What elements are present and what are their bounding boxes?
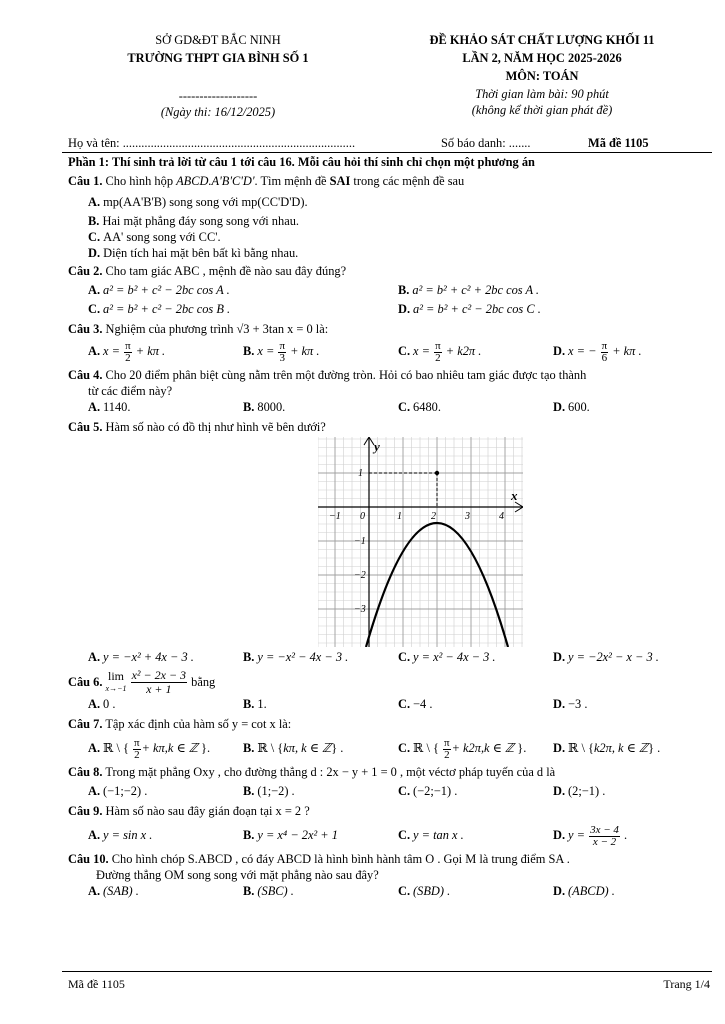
student-info: [68, 136, 710, 152]
graph-svg: [318, 437, 523, 647]
question-8: Câu 8. Trong mặt phẳng Oxy , cho đường thẳng d : 2x − y + 1 = 0 , một véctơ pháp tuyến của d là: [68, 765, 556, 780]
q6-option-b: B. 1.: [243, 697, 267, 712]
q6-options: [88, 696, 708, 713]
y-axis-label: y: [374, 438, 380, 454]
footer-rule: [62, 971, 712, 972]
question-4: Câu 4. Cho 20 điểm phân biệt cùng nằm trên một đường tròn. Hỏi có bao nhiêu tam giác được tạo thành: [68, 367, 587, 382]
q2-option-b: B. a² = b² + c² + 2bc cos A .: [398, 283, 539, 297]
duration: Thời gian làm bài: 90 phút: [475, 87, 609, 101]
q8-option-c: C. (−2;−1) .: [398, 784, 458, 799]
q7-option-a: A. ℝ \ { $\frac{\pi}{2}$ + kπ,k ∈ ℤ }.: [88, 736, 211, 761]
tick-x-1: 1: [397, 510, 402, 522]
q1-option-a: A. mp(AA'B'B) song song với mp(CC'D'D).: [88, 195, 308, 209]
tick-origin: 0: [360, 510, 365, 522]
school-name: TRƯỜNG THPT GIA BÌNH SỐ 1: [127, 51, 309, 65]
tick-x-3: 3: [465, 510, 470, 522]
q10-option-a: A. (SAB) .: [88, 884, 139, 899]
question-5: Câu 5. Hàm số nào có đồ thị như hình vẽ bên dưới?: [68, 419, 326, 434]
tick-x-2: 2: [431, 510, 436, 522]
q7-options: [88, 735, 708, 761]
question-10: Câu 10. Cho hình chóp S.ABCD , có đáy ABCD là hình bình hành tâm O . Gọi M là trung điểm SA .: [68, 852, 570, 867]
q5-option-c: C. y = x² − 4x − 3 .: [398, 649, 496, 664]
exam-date: (Ngày thi: 16/12/2025): [160, 105, 276, 119]
x-axis-label: x: [511, 487, 518, 503]
question-9: Câu 9. Hàm số nào sau đây gián đoạn tại x = 2 ?: [68, 804, 310, 819]
question-6: Câu 6. lim x→−1 $\frac{\text{x² − 2x − 3}}{x + 1}$ bằng: [68, 668, 216, 697]
header-divider: -------------------: [178, 89, 258, 103]
q8-option-a: A. (−1;−2) .: [88, 784, 148, 799]
q9-option-a: A. y = sin x .: [88, 828, 153, 843]
question-7: Câu 7. Tập xác định của hàm số y = cot x là:: [68, 717, 292, 732]
sbd-field: Số báo danh: .......: [441, 136, 531, 150]
q10-option-b: B. (SBC) .: [243, 884, 294, 899]
q5-option-d: D. y = −2x² − x − 3 .: [553, 649, 659, 664]
exam-title: ĐỀ KHẢO SÁT CHẤT LƯỢNG KHỐI 11: [429, 33, 655, 47]
q10-option-d: D. (ABCD) .: [553, 884, 615, 899]
q4-options: [88, 399, 708, 416]
q1-option-b: B. Hai mặt phẳng đáy song song với nhau.: [88, 214, 299, 228]
tick-y-neg3: −3: [354, 603, 366, 615]
q9-options: [88, 822, 708, 848]
tick-x-neg1: −1: [329, 510, 341, 522]
q2-option-a: A. a² = b² + c² − 2bc cos A .: [88, 283, 230, 297]
q4-option-d: D. 600.: [553, 399, 590, 414]
footer-code: Mã đề 1105: [68, 977, 125, 991]
questions: [68, 154, 708, 903]
exam-header: [0, 32, 725, 124]
q4-option-a: A. 1140.: [88, 399, 131, 414]
q6-option-d: D. −3 .: [553, 697, 588, 712]
q6-option-c: C. −4 .: [398, 697, 433, 712]
q10-options: [88, 883, 708, 900]
tick-y-neg2: −2: [354, 569, 366, 581]
q2-options-row2: [88, 301, 708, 318]
question-4-cont: từ các điểm này?: [88, 383, 173, 398]
q5-option-a: A. y = −x² + 4x − 3 .: [88, 649, 194, 664]
q10-option-c: C. (SBD) .: [398, 884, 451, 899]
q3-option-b: B. x = $\frac{\pi}{3}$ + kπ .: [243, 339, 320, 364]
q8-options: [88, 783, 708, 800]
q7-option-c: C. ℝ \ { $\frac{\pi}{2}$ + k2π,k ∈ ℤ }.: [398, 736, 527, 761]
vertex-point: [435, 470, 439, 474]
q8-option-d: D. (2;−1) .: [553, 784, 606, 799]
part1-title: Phần 1: Thí sinh trả lời từ câu 1 tới câu 16. Mỗi câu hỏi thí sinh chỉ chọn một phương án: [68, 155, 535, 169]
duration-note: (không kể thời gian phát đề): [471, 103, 613, 117]
department-name: SỞ GD&ĐT BẮC NINH: [155, 33, 281, 47]
q5-options: [88, 649, 708, 666]
subject: MÔN: TOÁN: [505, 69, 579, 83]
q5-option-b: B. y = −x² − 4x − 3 .: [243, 649, 349, 664]
tick-y-neg1: −1: [354, 535, 366, 547]
q2-option-c: C. a² = b² + c² − 2bc cos B .: [88, 302, 231, 316]
q8-option-b: B. (1;−2) .: [243, 784, 295, 799]
q1-option-c: C. AA' song song với CC'.: [88, 230, 221, 244]
grid-minor: [318, 437, 523, 647]
tick-y-1: 1: [358, 467, 363, 479]
q3-option-c: C. x = $\frac{\pi}{2}$ + k2π .: [398, 339, 482, 364]
tick-x-4: 4: [499, 510, 504, 522]
q1-option-d: D. Diện tích hai mặt bên bất kì bằng nhau.: [88, 246, 299, 260]
grid-major: [318, 437, 523, 647]
exam-round: LẦN 2, NĂM HỌC 2025-2026: [462, 51, 622, 65]
info-rule: [62, 152, 712, 153]
q3-option-d: D. x = − $\frac{\pi}{6}$ + kπ .: [553, 339, 642, 364]
q3-options: [88, 340, 708, 364]
question-10-cont: Đường thẳng OM song song với mặt phẳng nào sau đây?: [96, 868, 379, 883]
q4-option-b: B. 8000.: [243, 399, 286, 414]
q3-option-a: A. x = $\frac{\pi}{2}$ + kπ .: [88, 339, 166, 364]
q6-option-a: A. 0 .: [88, 697, 116, 712]
question-3: Câu 3. Nghiệm của phương trình √3 + 3tan x = 0 là:: [68, 322, 329, 336]
q7-option-b: B. ℝ \ {kπ, k ∈ ℤ} .: [243, 741, 344, 756]
page-number: Trang 1/4: [663, 977, 710, 991]
q2-options-row1: [88, 282, 708, 299]
parabola-graph: [318, 437, 523, 647]
q9-option-d: D. y = $\frac{3x - 4}{x - 2}$ .: [553, 823, 628, 848]
q9-option-c: C. y = tan x .: [398, 828, 464, 843]
exam-code: Mã đề 1105: [588, 136, 649, 150]
q7-option-d: D. ℝ \ {k2π, k ∈ ℤ} .: [553, 741, 661, 756]
q9-option-b: B. y = x⁴ − 2x² + 1: [243, 828, 338, 843]
question-1: Câu 1. Cho hình hộp ABCD.A'B'C'D'. Tìm mệnh đề SAI trong các mệnh đề sau: [68, 174, 465, 188]
q2-option-d: D. a² = b² + c² − 2bc cos C .: [398, 302, 541, 316]
limit-symbol: lim x→−1: [105, 669, 127, 694]
name-field: Họ và tên: ...........................................................................: [68, 136, 356, 150]
question-2: Câu 2. Cho tam giác ABC , mệnh đề nào sau đây đúng?: [68, 264, 347, 278]
q4-option-c: C. 6480.: [398, 399, 441, 414]
